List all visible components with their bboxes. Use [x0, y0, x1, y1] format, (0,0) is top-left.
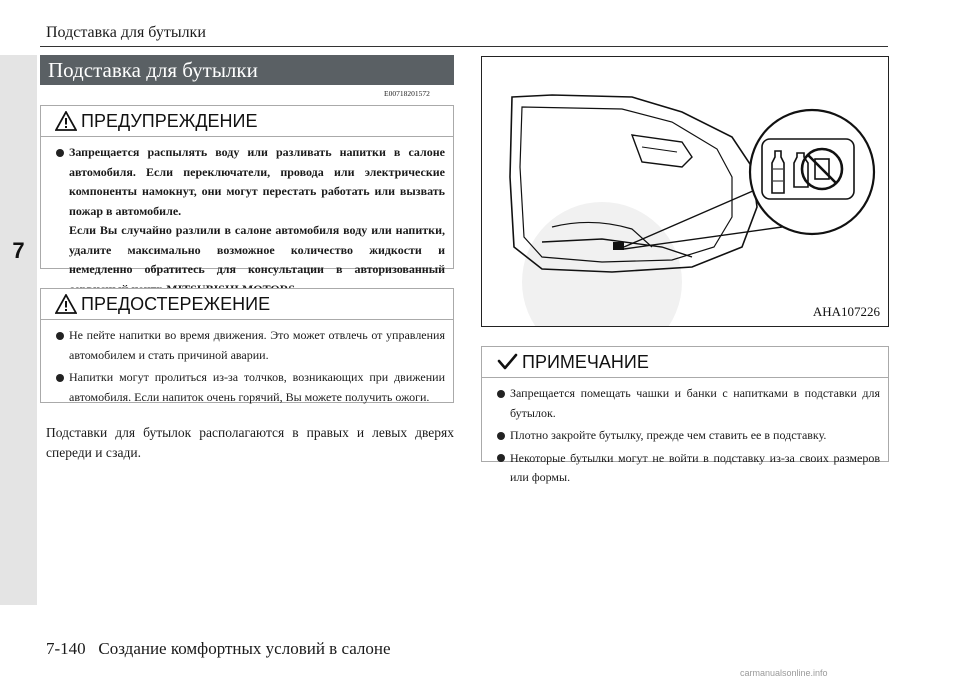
section-title: Подставка для бутылки [40, 55, 454, 85]
caution-heading [41, 289, 453, 319]
checkmark-note-icon [496, 352, 518, 372]
page-footer [46, 639, 391, 659]
section-ref-code: E00718201572 [384, 89, 430, 98]
figure-code: AHA107226 [812, 304, 880, 319]
caution-triangle-icon [55, 294, 77, 314]
warning-list [41, 137, 453, 308]
warning-heading-label: ПРЕДУПРЕЖДЕНИЕ [81, 110, 258, 131]
note-box [481, 346, 889, 484]
note-item: Некоторые бутылки могут не войти в подставку из-за своих размеров или формы. [494, 449, 880, 488]
note-list [482, 378, 888, 497]
caution-item: Напитки могут пролиться из-за толчков, возникающих при движении автомобиля. Если напиток очень горячий, Вы можете получить ожоги. [53, 368, 445, 407]
note-item: Запрещается помещать чашки и банки с напитками в подставки для бутылок. [494, 384, 880, 423]
caution-box [40, 288, 454, 403]
warning-box [40, 105, 454, 276]
running-header: Подставка для бутылки [46, 24, 206, 41]
chapter-side-tab [0, 55, 37, 605]
chapter-title: Создание комфортных условий в салоне [98, 639, 391, 658]
note-item: Плотно закройте бутылку, прежде чем ставить ее в подставку. [494, 426, 880, 446]
caution-item: Не пейте напитки во время движения. Это может отвлечь от управления автомобилем и стать причиной аварии. [53, 326, 445, 365]
warning-item: Запрещается распылять воду или разливать напитки в салоне автомобиля. Если переключатели, провода или электрические компоненты намокнут, они могут перестать работать или вызвать пожар в автомобиле. Если Вы случайно разлили в салоне автомобиля воду или напитки, удалите максимально возможное количество жидкости и немедленно обратитесь для консультации в авторизованный [53, 143, 445, 299]
chapter-number: 7 [12, 238, 25, 263]
warning-heading [41, 106, 453, 136]
door-illustration [482, 57, 888, 326]
caution-list [41, 320, 453, 416]
caution-heading-label: ПРЕДОСТЕРЕЖЕНИЕ [81, 293, 271, 314]
header-divider [40, 46, 888, 47]
watermark: carmanualsonline.info [740, 668, 828, 678]
note-heading-label: ПРИМЕЧАНИЕ [522, 351, 649, 372]
warning-triangle-icon [55, 111, 77, 131]
door-bottle-holder-figure [481, 56, 889, 327]
note-heading [482, 347, 888, 377]
body-paragraph: Подставки для бутылок располагаются в правых и левых дверях спереди и сзади. [46, 425, 454, 460]
page-number: 7-140 [46, 639, 86, 658]
